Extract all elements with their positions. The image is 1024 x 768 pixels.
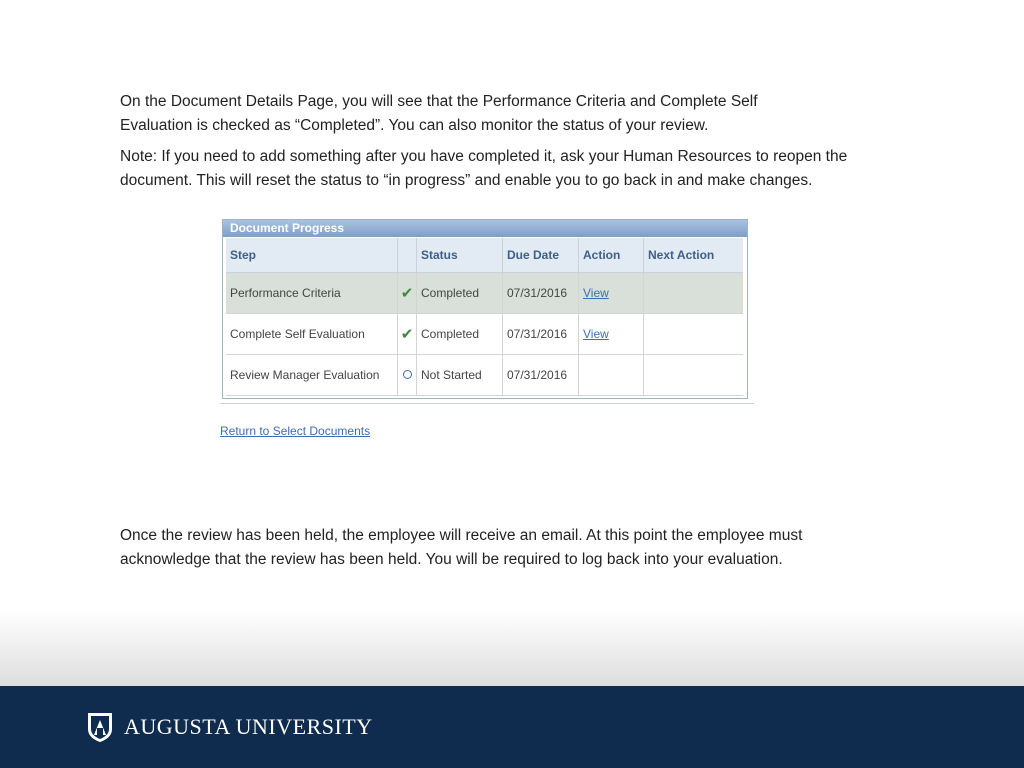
footer-gradient <box>0 610 1024 686</box>
intro-paragraph: On the Document Details Page, you will see that the Performance Criteria and Complete Self Evaluation is checked as “Completed”. You can also monitor the status of your review. <box>120 92 758 134</box>
checkmark-icon: ✔ <box>400 326 414 343</box>
status-cell: Completed <box>417 273 503 314</box>
action-cell <box>579 273 644 314</box>
university-name: AUGUSTA UNIVERSITY <box>124 714 373 739</box>
status-cell: Completed <box>417 314 503 355</box>
not-started-circle-icon <box>403 370 412 379</box>
table-row <box>226 273 743 314</box>
table-header-row <box>226 238 743 273</box>
next-action-cell <box>644 314 744 355</box>
document-progress-title: Document Progress <box>223 220 747 237</box>
action-header: Action <box>579 238 644 273</box>
step-cell: Complete Self Evaluation <box>226 314 398 355</box>
action-cell <box>579 314 644 355</box>
table-row <box>226 355 743 396</box>
document-progress-table <box>226 238 743 396</box>
status-icon-cell <box>398 314 417 355</box>
return-to-select-documents-link[interactable]: Return to Select Documents <box>220 424 371 438</box>
step-cell: Review Manager Evaluation <box>226 355 398 396</box>
view-link[interactable]: View <box>583 286 609 300</box>
next-action-header: Next Action <box>644 238 744 273</box>
due-date-cell: 07/31/2016 <box>503 314 579 355</box>
step-header: Step <box>226 238 398 273</box>
university-shield-icon <box>86 711 114 743</box>
next-action-cell <box>644 355 744 396</box>
checkmark-icon: ✔ <box>400 285 414 302</box>
note-paragraph: Note: If you need to add something after you have completed it, ask your Human Resources to reopen the document. This will reset the status to “in progress” and enable you to go back in and make changes. <box>120 147 848 189</box>
due-date-cell: 07/31/2016 <box>503 273 579 314</box>
step-cell: Performance Criteria <box>226 273 398 314</box>
status-cell: Not Started <box>417 355 503 396</box>
due-date-cell: 07/31/2016 <box>503 355 579 396</box>
status-icon-header <box>398 238 417 273</box>
table-row <box>226 314 743 355</box>
status-icon-cell <box>398 355 417 396</box>
panel-divider <box>220 403 754 404</box>
status-icon-cell <box>398 273 417 314</box>
status-header: Status <box>417 238 503 273</box>
next-action-cell <box>644 273 744 314</box>
action-cell <box>579 355 644 396</box>
view-link[interactable]: View <box>583 327 609 341</box>
due-date-header: Due Date <box>503 238 579 273</box>
outro-paragraph: Once the review has been held, the employee will receive an email. At this point the employee must acknowledge that the review has been held. You will be required to log back into your evaluation. <box>120 526 803 568</box>
document-progress-panel <box>222 219 748 399</box>
